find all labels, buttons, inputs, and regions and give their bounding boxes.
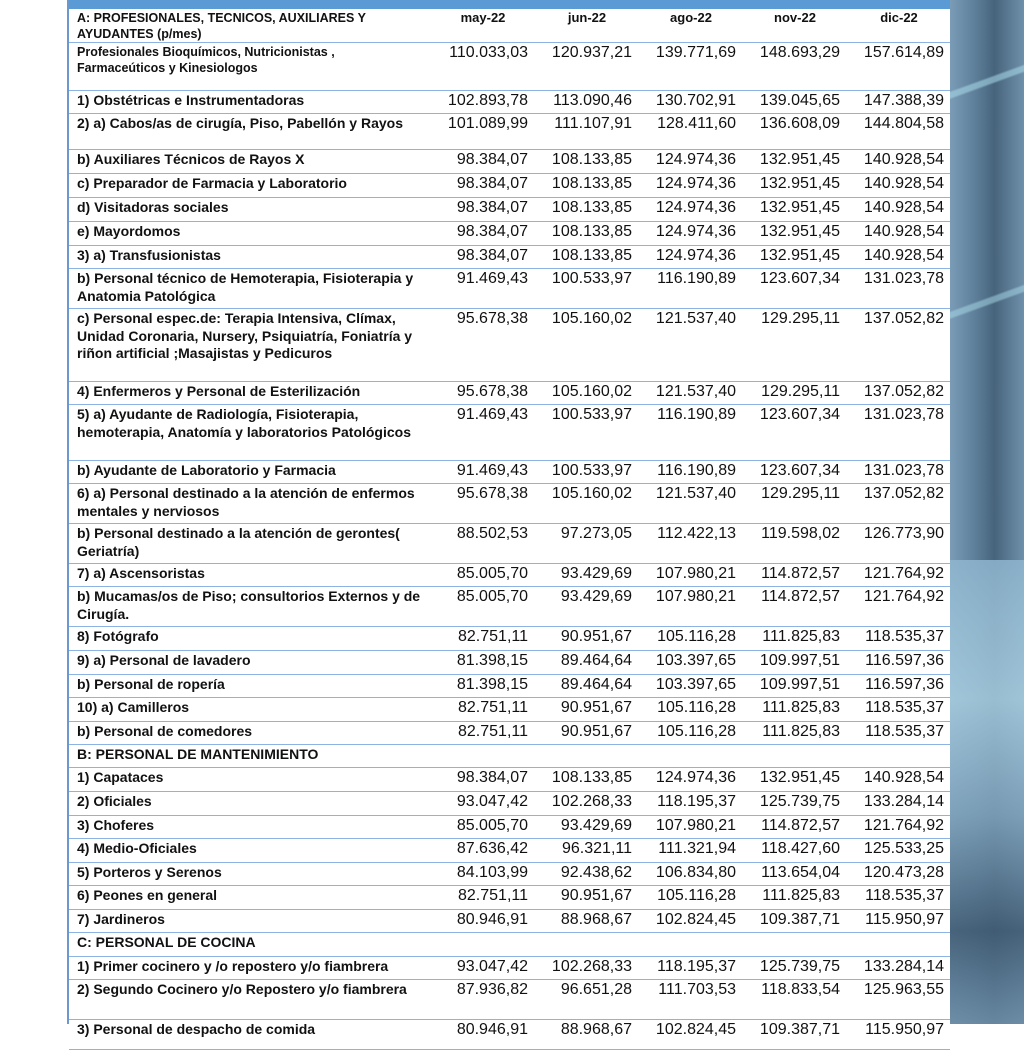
row-label: 5) Porteros y Serenos — [69, 863, 430, 886]
value-cell: 96.651,28 — [534, 980, 638, 1020]
value-cell: 124.974,36 — [638, 222, 742, 246]
table-row — [69, 461, 950, 484]
category-header: A: PROFESIONALES, TECNICOS, AUXILIARES Y AYUDANTES (p/mes) — [69, 9, 430, 43]
column-header: dic-22 — [846, 9, 950, 43]
row-label: 2) Oficiales — [69, 792, 430, 816]
value-cell: 115.950,97 — [846, 910, 950, 933]
value-cell: 139.771,69 — [638, 43, 742, 91]
value-cell: 100.533,97 — [534, 461, 638, 484]
value-cell: 82.751,11 — [430, 886, 534, 910]
table-row — [69, 43, 950, 91]
table-header-row — [69, 9, 950, 43]
row-label: 6) a) Personal destinado a la atención de enfermos mentales y nerviosos — [69, 484, 430, 524]
value-cell: 112.422,13 — [638, 524, 742, 564]
value-cell: 124.974,36 — [638, 174, 742, 198]
value-cell: 124.974,36 — [638, 246, 742, 269]
value-cell: 136.608,09 — [742, 114, 846, 150]
value-cell: 126.773,90 — [846, 524, 950, 564]
value-cell: 102.824,45 — [638, 910, 742, 933]
value-cell: 106.834,80 — [638, 863, 742, 886]
value-cell: 98.384,07 — [430, 222, 534, 246]
row-label: d) Visitadoras sociales — [69, 198, 430, 222]
table-row — [69, 651, 950, 675]
value-cell: 102.268,33 — [534, 957, 638, 980]
value-cell: 95.678,38 — [430, 484, 534, 524]
row-label: 1) Obstétricas e Instrumentadoras — [69, 91, 430, 114]
value-cell: 137.052,82 — [846, 484, 950, 524]
value-cell: 121.764,92 — [846, 587, 950, 627]
value-cell: 80.946,91 — [430, 910, 534, 933]
value-cell: 157.614,89 — [846, 43, 950, 91]
value-cell: 87.636,42 — [430, 839, 534, 863]
value-cell — [534, 933, 638, 957]
row-label: 8) Fotógrafo — [69, 627, 430, 651]
value-cell: 121.537,40 — [638, 484, 742, 524]
row-label: 5) a) Ayudante de Radiología, Fisioterapia, hemoterapia, Anatomía y laboratorios Patológicos — [69, 405, 430, 461]
value-cell: 108.133,85 — [534, 150, 638, 174]
value-cell: 96.321,11 — [534, 839, 638, 863]
table-row — [69, 627, 950, 651]
section-header-row — [69, 745, 950, 768]
value-cell: 131.023,78 — [846, 461, 950, 484]
table-row — [69, 198, 950, 222]
value-cell: 93.047,42 — [430, 957, 534, 980]
value-cell: 89.464,64 — [534, 675, 638, 698]
value-cell — [534, 745, 638, 768]
value-cell: 133.284,14 — [846, 792, 950, 816]
value-cell: 97.273,05 — [534, 524, 638, 564]
table-row — [69, 587, 950, 627]
value-cell: 109.387,71 — [742, 910, 846, 933]
table-row — [69, 768, 950, 792]
table-row — [69, 564, 950, 587]
value-cell: 80.946,91 — [430, 1020, 534, 1050]
table-row — [69, 150, 950, 174]
value-cell: 121.764,92 — [846, 564, 950, 587]
value-cell: 123.607,34 — [742, 461, 846, 484]
value-cell: 102.824,45 — [638, 1020, 742, 1050]
value-cell: 125.739,75 — [742, 957, 846, 980]
value-cell: 140.928,54 — [846, 768, 950, 792]
value-cell: 105.116,28 — [638, 886, 742, 910]
row-label: 7) Jardineros — [69, 910, 430, 933]
value-cell: 87.936,82 — [430, 980, 534, 1020]
value-cell: 91.469,43 — [430, 405, 534, 461]
table-row — [69, 405, 950, 461]
value-cell: 98.384,07 — [430, 150, 534, 174]
value-cell: 100.533,97 — [534, 269, 638, 309]
table-row — [69, 792, 950, 816]
value-cell: 120.937,21 — [534, 43, 638, 91]
value-cell: 114.872,57 — [742, 564, 846, 587]
row-label: 4) Medio-Oficiales — [69, 839, 430, 863]
value-cell: 132.951,45 — [742, 150, 846, 174]
value-cell: 114.872,57 — [742, 587, 846, 627]
value-cell: 113.090,46 — [534, 91, 638, 114]
value-cell: 125.963,55 — [846, 980, 950, 1020]
value-cell: 85.005,70 — [430, 587, 534, 627]
row-label: 1) Capataces — [69, 768, 430, 792]
value-cell: 115.950,97 — [846, 1020, 950, 1050]
value-cell: 116.190,89 — [638, 269, 742, 309]
value-cell: 140.928,54 — [846, 198, 950, 222]
value-cell — [638, 933, 742, 957]
value-cell: 114.872,57 — [742, 816, 846, 839]
value-cell — [638, 745, 742, 768]
value-cell: 108.133,85 — [534, 222, 638, 246]
row-label: 3) a) Transfusionistas — [69, 246, 430, 269]
value-cell: 118.535,37 — [846, 627, 950, 651]
value-cell: 102.268,33 — [534, 792, 638, 816]
table-row — [69, 114, 950, 150]
value-cell: 93.429,69 — [534, 587, 638, 627]
value-cell: 98.384,07 — [430, 174, 534, 198]
wage-table — [69, 9, 950, 1050]
row-label: e) Mayordomos — [69, 222, 430, 246]
table-row — [69, 886, 950, 910]
row-label: c) Personal espec.de: Terapia Intensiva, Clímax, Unidad Coronaria, Nursery, Psiquiatría, Foniatría y riñon artificial ;Masajistas y Pedicuros — [69, 309, 430, 382]
value-cell — [742, 745, 846, 768]
value-cell: 90.951,67 — [534, 722, 638, 745]
value-cell: 111.321,94 — [638, 839, 742, 863]
value-cell — [846, 745, 950, 768]
value-cell: 107.980,21 — [638, 587, 742, 627]
value-cell: 81.398,15 — [430, 651, 534, 675]
table-row — [69, 91, 950, 114]
value-cell: 125.533,25 — [846, 839, 950, 863]
row-label: 2) Segundo Cocinero y/o Repostero y/o fiambrera — [69, 980, 430, 1020]
table-row — [69, 382, 950, 405]
value-cell: 116.597,36 — [846, 675, 950, 698]
value-cell: 91.469,43 — [430, 461, 534, 484]
value-cell: 105.160,02 — [534, 484, 638, 524]
value-cell: 144.804,58 — [846, 114, 950, 150]
value-cell: 131.023,78 — [846, 405, 950, 461]
value-cell: 116.190,89 — [638, 405, 742, 461]
row-label: b) Mucamas/os de Piso; consultorios Externos y de Cirugía. — [69, 587, 430, 627]
value-cell: 85.005,70 — [430, 564, 534, 587]
value-cell: 119.598,02 — [742, 524, 846, 564]
table-row — [69, 698, 950, 722]
value-cell: 88.968,67 — [534, 910, 638, 933]
value-cell: 109.387,71 — [742, 1020, 846, 1050]
value-cell: 111.825,83 — [742, 627, 846, 651]
value-cell: 88.968,67 — [534, 1020, 638, 1050]
row-label: b) Auxiliares Técnicos de Rayos X — [69, 150, 430, 174]
value-cell: 93.429,69 — [534, 564, 638, 587]
value-cell — [430, 933, 534, 957]
value-cell: 108.133,85 — [534, 246, 638, 269]
value-cell: 98.384,07 — [430, 768, 534, 792]
value-cell: 107.980,21 — [638, 564, 742, 587]
value-cell: 82.751,11 — [430, 627, 534, 651]
table-row — [69, 524, 950, 564]
value-cell: 89.464,64 — [534, 651, 638, 675]
column-header: ago-22 — [638, 9, 742, 43]
row-label: b) Ayudante de Laboratorio y Farmacia — [69, 461, 430, 484]
table-row — [69, 980, 950, 1020]
value-cell: 118.427,60 — [742, 839, 846, 863]
value-cell: 103.397,65 — [638, 675, 742, 698]
value-cell: 92.438,62 — [534, 863, 638, 886]
value-cell: 113.654,04 — [742, 863, 846, 886]
value-cell: 118.535,37 — [846, 886, 950, 910]
row-label: b) Personal destinado a la atención de gerontes( Geriatría) — [69, 524, 430, 564]
value-cell: 133.284,14 — [846, 957, 950, 980]
value-cell: 118.833,54 — [742, 980, 846, 1020]
table-row — [69, 957, 950, 980]
value-cell: 137.052,82 — [846, 382, 950, 405]
value-cell: 111.825,83 — [742, 698, 846, 722]
value-cell: 147.388,39 — [846, 91, 950, 114]
value-cell: 120.473,28 — [846, 863, 950, 886]
value-cell: 105.160,02 — [534, 382, 638, 405]
value-cell: 129.295,11 — [742, 382, 846, 405]
table-row — [69, 863, 950, 886]
value-cell: 123.607,34 — [742, 269, 846, 309]
value-cell: 140.928,54 — [846, 222, 950, 246]
row-label: b) Personal de comedores — [69, 722, 430, 745]
value-cell: 111.107,91 — [534, 114, 638, 150]
table-row — [69, 675, 950, 698]
value-cell: 109.997,51 — [742, 651, 846, 675]
value-cell: 121.537,40 — [638, 382, 742, 405]
value-cell: 88.502,53 — [430, 524, 534, 564]
table-row — [69, 174, 950, 198]
section-title: B: PERSONAL DE MANTENIMIENTO — [69, 745, 430, 768]
table-row — [69, 222, 950, 246]
value-cell: 125.739,75 — [742, 792, 846, 816]
value-cell: 111.825,83 — [742, 722, 846, 745]
row-label: 9) a) Personal de lavadero — [69, 651, 430, 675]
column-header: may-22 — [430, 9, 534, 43]
value-cell: 105.116,28 — [638, 627, 742, 651]
value-cell: 130.702,91 — [638, 91, 742, 114]
row-label: b) Personal de ropería — [69, 675, 430, 698]
value-cell: 131.023,78 — [846, 269, 950, 309]
header-bar — [69, 0, 950, 9]
value-cell: 118.535,37 — [846, 722, 950, 745]
value-cell: 109.997,51 — [742, 675, 846, 698]
value-cell: 132.951,45 — [742, 246, 846, 269]
row-label: b) Personal técnico de Hemoterapia, Fisioterapia y Anatomia Patológica — [69, 269, 430, 309]
table-row — [69, 484, 950, 524]
value-cell: 108.133,85 — [534, 174, 638, 198]
value-cell: 140.928,54 — [846, 150, 950, 174]
value-cell: 95.678,38 — [430, 309, 534, 382]
column-header: jun-22 — [534, 9, 638, 43]
value-cell: 98.384,07 — [430, 198, 534, 222]
value-cell: 132.951,45 — [742, 222, 846, 246]
value-cell: 140.928,54 — [846, 174, 950, 198]
value-cell — [742, 933, 846, 957]
table-row — [69, 246, 950, 269]
value-cell: 105.116,28 — [638, 698, 742, 722]
background-photo — [950, 0, 1024, 1024]
value-cell: 82.751,11 — [430, 698, 534, 722]
value-cell: 107.980,21 — [638, 816, 742, 839]
table-row — [69, 722, 950, 745]
value-cell: 100.533,97 — [534, 405, 638, 461]
value-cell: 116.597,36 — [846, 651, 950, 675]
table-row — [69, 309, 950, 382]
value-cell: 111.825,83 — [742, 886, 846, 910]
value-cell: 123.607,34 — [742, 405, 846, 461]
row-label: 10) a) Camilleros — [69, 698, 430, 722]
value-cell: 132.951,45 — [742, 174, 846, 198]
table-row — [69, 269, 950, 309]
value-cell: 108.133,85 — [534, 768, 638, 792]
value-cell: 84.103,99 — [430, 863, 534, 886]
table-row — [69, 816, 950, 839]
value-cell: 121.537,40 — [638, 309, 742, 382]
table-body — [69, 43, 950, 1050]
value-cell: 81.398,15 — [430, 675, 534, 698]
table-row — [69, 1020, 950, 1050]
value-cell: 91.469,43 — [430, 269, 534, 309]
value-cell: 124.974,36 — [638, 150, 742, 174]
table-row — [69, 910, 950, 933]
row-label: Profesionales Bioquímicos, Nutricionistas , Farmaceúticos y Kinesiologos — [69, 43, 430, 91]
value-cell: 139.045,65 — [742, 91, 846, 114]
value-cell: 129.295,11 — [742, 309, 846, 382]
value-cell: 105.160,02 — [534, 309, 638, 382]
value-cell: 111.703,53 — [638, 980, 742, 1020]
value-cell: 148.693,29 — [742, 43, 846, 91]
value-cell: 124.974,36 — [638, 198, 742, 222]
value-cell: 116.190,89 — [638, 461, 742, 484]
value-cell: 90.951,67 — [534, 627, 638, 651]
value-cell: 82.751,11 — [430, 722, 534, 745]
value-cell: 121.764,92 — [846, 816, 950, 839]
section-header-row — [69, 933, 950, 957]
value-cell: 128.411,60 — [638, 114, 742, 150]
value-cell: 118.195,37 — [638, 957, 742, 980]
row-label: 6) Peones en general — [69, 886, 430, 910]
value-cell: 90.951,67 — [534, 698, 638, 722]
value-cell: 110.033,03 — [430, 43, 534, 91]
value-cell: 98.384,07 — [430, 246, 534, 269]
row-label: 3) Personal de despacho de comida — [69, 1020, 430, 1050]
value-cell: 108.133,85 — [534, 198, 638, 222]
column-header: nov-22 — [742, 9, 846, 43]
value-cell — [430, 745, 534, 768]
row-label: 4) Enfermeros y Personal de Esterilización — [69, 382, 430, 405]
value-cell: 132.951,45 — [742, 768, 846, 792]
value-cell: 101.089,99 — [430, 114, 534, 150]
section-title: C: PERSONAL DE COCINA — [69, 933, 430, 957]
value-cell — [846, 933, 950, 957]
value-cell: 137.052,82 — [846, 309, 950, 382]
table-row — [69, 839, 950, 863]
value-cell: 132.951,45 — [742, 198, 846, 222]
value-cell: 93.429,69 — [534, 816, 638, 839]
value-cell: 124.974,36 — [638, 768, 742, 792]
value-cell: 95.678,38 — [430, 382, 534, 405]
row-label: 1) Primer cocinero y /o repostero y/o fiambrera — [69, 957, 430, 980]
value-cell: 90.951,67 — [534, 886, 638, 910]
row-label: 7) a) Ascensoristas — [69, 564, 430, 587]
value-cell: 118.195,37 — [638, 792, 742, 816]
value-cell: 140.928,54 — [846, 246, 950, 269]
value-cell: 85.005,70 — [430, 816, 534, 839]
row-label: c) Preparador de Farmacia y Laboratorio — [69, 174, 430, 198]
value-cell: 93.047,42 — [430, 792, 534, 816]
value-cell: 129.295,11 — [742, 484, 846, 524]
value-cell: 102.893,78 — [430, 91, 534, 114]
row-label: 2) a) Cabos/as de cirugía, Piso, Pabellón y Rayos — [69, 114, 430, 150]
value-cell: 118.535,37 — [846, 698, 950, 722]
value-cell: 103.397,65 — [638, 651, 742, 675]
row-label: 3) Choferes — [69, 816, 430, 839]
wage-table-sheet — [67, 0, 950, 1038]
value-cell: 105.116,28 — [638, 722, 742, 745]
